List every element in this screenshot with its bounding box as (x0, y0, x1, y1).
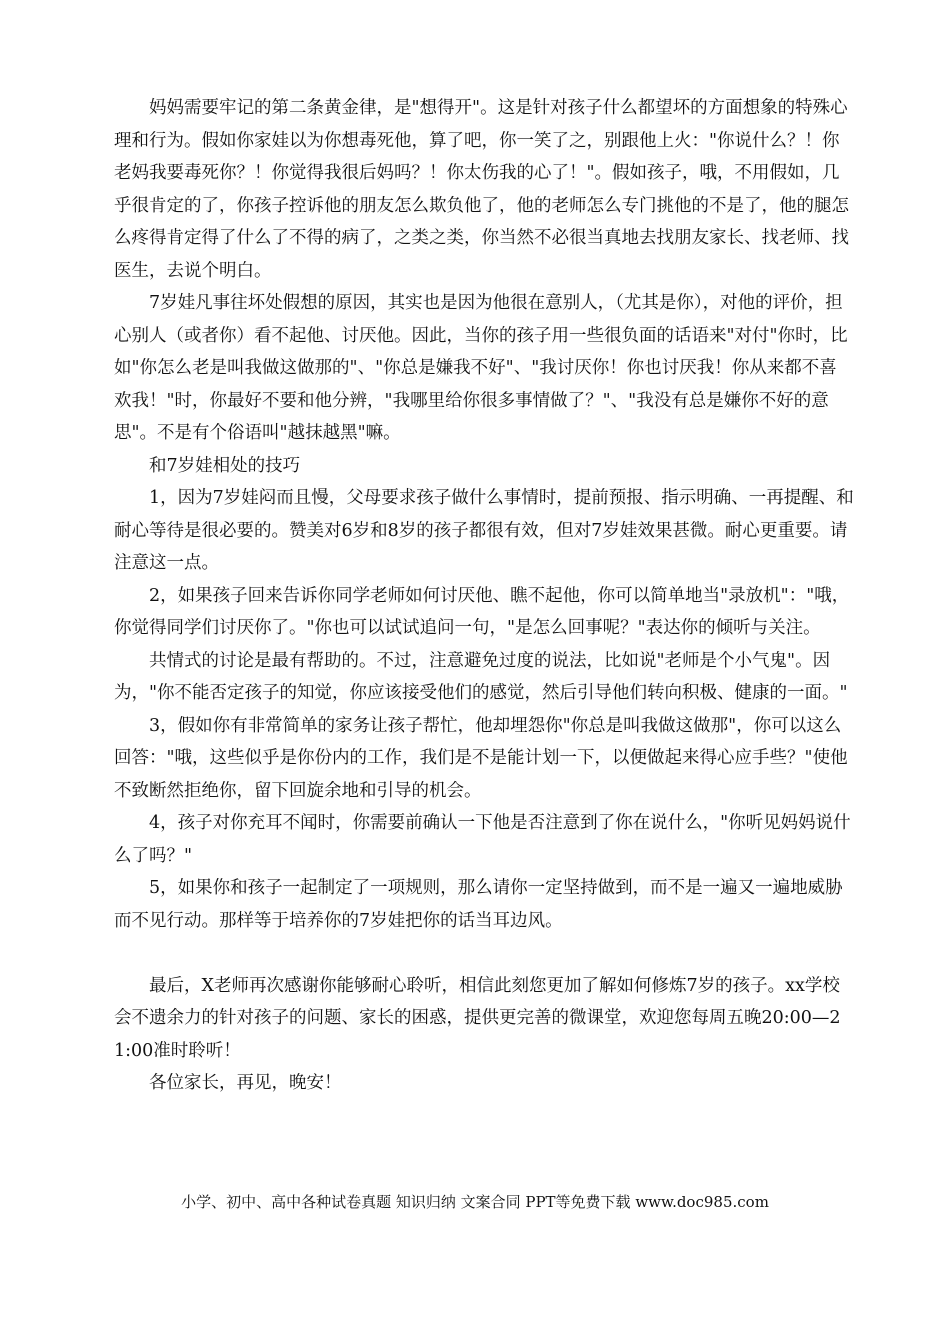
paragraph-empathy: 共情式的讨论是最有帮助的。不过，注意避免过度的说法，比如说"老师是个小气鬼"。因为，"你不能否定孩子的知觉，你应该接受他们的感觉，然后引导他们转向积极、健康的一面。" (114, 650, 848, 703)
document-body (114, 92, 854, 1100)
tip-1: 1，因为7岁娃闷而且慢，父母要求孩子做什么事情时，提前预报、指示明确、一再提醒、和耐心等待是很必要的。赞美对6岁和8岁的孩子都很有效，但对7岁娃效果甚微。耐心更重要。请注意这一点。 (114, 488, 854, 573)
paragraph-golden-rule: 妈妈需要牢记的第二条黄金律，是"想得开"。这是针对孩子什么都望坏的方面想象的特殊心理和行为。假如你家娃以为你想毒死他，算了吧，你一笑了之，别跟他上火："你说什么？！你老妈我要毒死你？！你觉得我很后妈吗？！你太伤我的心了！"。假如孩子，哦，不用假如，几乎很肯定的了，你孩子控诉他的朋友怎么欺负他了，他的老师怎么专门挑他的不是了，他的腿怎么疼得肯定得了什么了不得的病了，之类之类，你当然不必很当真地去找朋友家长、找老师、找医生，去说个明白。 (114, 98, 849, 281)
closing-thanks: 最后，X老师再次感谢你能够耐心聆听，相信此刻您更加了解如何修炼7岁的孩子。xx学校会不遗余力的针对孩子的问题、家长的困惑，提供更完善的微课堂，欢迎您每周五晚20:00—21:00准时聆听！ (114, 975, 841, 1061)
tip-3: 3，假如你有非常简单的家务让孩子帮忙，他却埋怨你"你总是叫我做这做那"，你可以这么回答："哦，这些似乎是你份内的工作，我们是不是能计划一下，以便做起来得心应手些？"使他不致断然拒绝你，留下回旋余地和引导的机会。 (114, 715, 848, 801)
paragraph-reason: 7岁娃凡事往坏处假想的原因，其实也是因为他很在意别人，（尤其是你），对他的评价，担心别人（或者你）看不起他、讨厌他。因此，当你的孩子用一些很负面的话语来"对付"你时，比如"你怎么老是叫我做这做那的"、"你总是嫌我不好"、"我讨厌你！你也讨厌我！你从来都不喜欢我！"时，你最好不要和他分辨，"我哪里给你很多事情做了？"、"我没有总是嫌你不好的意思"。不是有个俗语叫"越抹越黑"嘛。 (114, 293, 848, 443)
section-heading-tips: 和7岁娃相处的技巧 (149, 455, 301, 476)
paragraph-spacer (114, 937, 854, 970)
tip-5: 5，如果你和孩子一起制定了一项规则，那么请你一定坚持做到，而不是一遍又一遍地威胁而不见行动。那样等于培养你的7岁娃把你的话当耳边风。 (114, 878, 843, 931)
tip-2: 2，如果孩子回来告诉你同学老师如何讨厌他、瞧不起他，你可以简单地当"录放机"："哦，你觉得同学们讨厌你了。"你也可以试试追问一句，"是怎么回事呢？"表达你的倾听与关注。 (114, 585, 850, 638)
tip-4: 4，孩子对你充耳不闻时，你需要前确认一下他是否注意到了你在说什么，"你听见妈妈说什么了吗？" (114, 813, 851, 866)
closing-goodbye: 各位家长，再见，晚安！ (149, 1073, 342, 1093)
page-footer: 小学、初中、高中各种试卷真题 知识归纳 文案合同 PPT等免费下载 www.doc985.com (181, 1193, 769, 1211)
